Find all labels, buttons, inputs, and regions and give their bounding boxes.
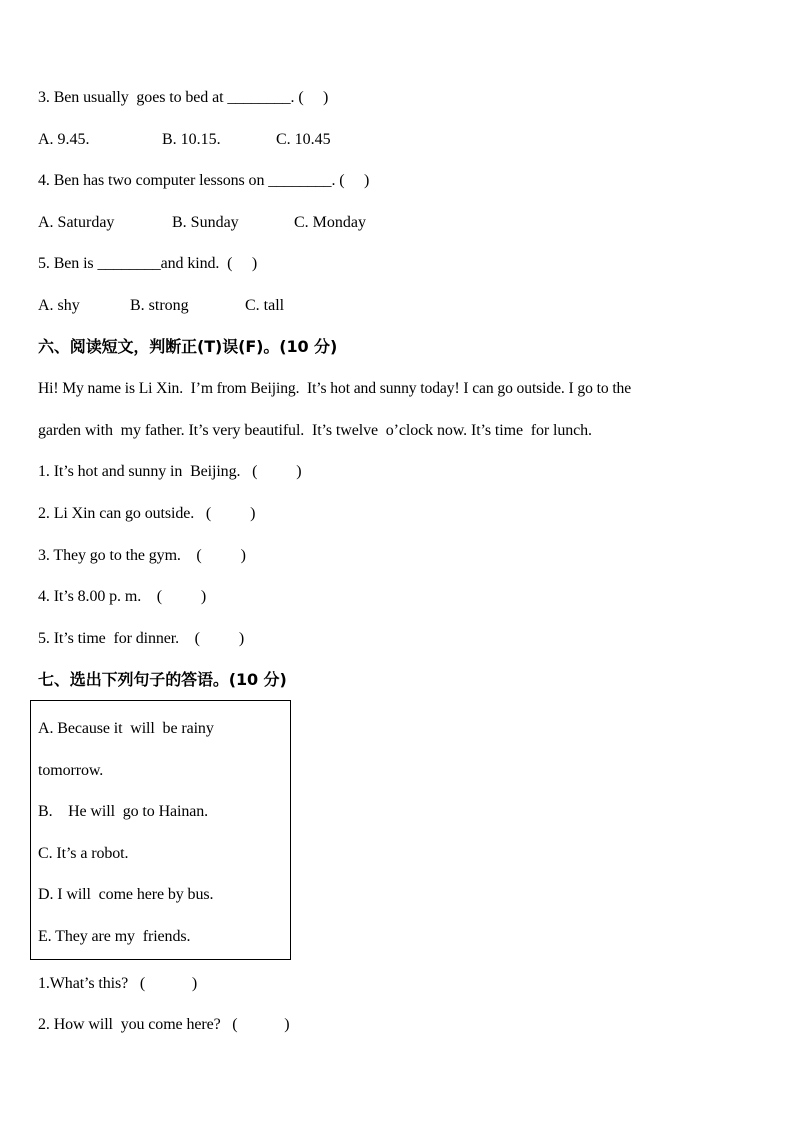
q3-option-b: B. 10.15. xyxy=(162,131,221,148)
answer-option-b: B. He will go to Hainan. xyxy=(38,803,209,820)
match-item-1: 1.What’s this? ( ) xyxy=(38,975,198,992)
answer-option-c: C. It’s a robot. xyxy=(38,845,129,862)
answer-option-a: A. Because it will be rainy xyxy=(38,720,214,737)
q4-option-a: A. Saturday xyxy=(38,214,115,231)
q3-option-a: A. 9.45. xyxy=(38,131,90,148)
tf-item-2: 2. Li Xin can go outside. ( ) xyxy=(38,505,256,522)
tf-item-5: 5. It’s time for dinner. ( ) xyxy=(38,630,245,647)
question-3: 3. Ben usually goes to bed at ________. ( ) xyxy=(38,89,329,106)
match-item-2: 2. How will you come here? ( ) xyxy=(38,1016,290,1033)
answer-option-a-cont: tomorrow. xyxy=(38,762,104,779)
passage-line-1: Hi! My name is Li Xin. I’m from Beijing. It’s hot and sunny today! I can go outside. I go to the xyxy=(38,380,632,397)
q4-option-c: C. Monday xyxy=(294,214,366,231)
passage-line-2: garden with my father. It’s very beautiful. It’s twelve o’clock now. It’s time for lunch. xyxy=(38,422,592,439)
answer-options-box xyxy=(30,700,291,960)
section-7-heading: 七、选出下列句子的答语。(10 分) xyxy=(38,670,287,689)
q5-option-b: B. strong xyxy=(130,297,189,314)
question-5: 5. Ben is ________and kind. ( ) xyxy=(38,255,258,272)
tf-item-3: 3. They go to the gym. ( ) xyxy=(38,547,246,564)
q5-option-a: A. shy xyxy=(38,297,80,314)
answer-option-d: D. I will come here by bus. xyxy=(38,886,214,903)
tf-item-1: 1. It’s hot and sunny in Beijing. ( ) xyxy=(38,463,302,480)
q4-option-b: B. Sunday xyxy=(172,214,239,231)
q5-option-c: C. tall xyxy=(245,297,285,314)
question-4: 4. Ben has two computer lessons on ________. ( ) xyxy=(38,172,370,189)
answer-option-e: E. They are my friends. xyxy=(38,928,191,945)
q3-option-c: C. 10.45 xyxy=(276,131,331,148)
section-6-heading: 六、阅读短文，判断正(T)误(F)。(10 分) xyxy=(38,337,338,356)
tf-item-4: 4. It’s 8.00 p. m. ( ) xyxy=(38,588,207,605)
